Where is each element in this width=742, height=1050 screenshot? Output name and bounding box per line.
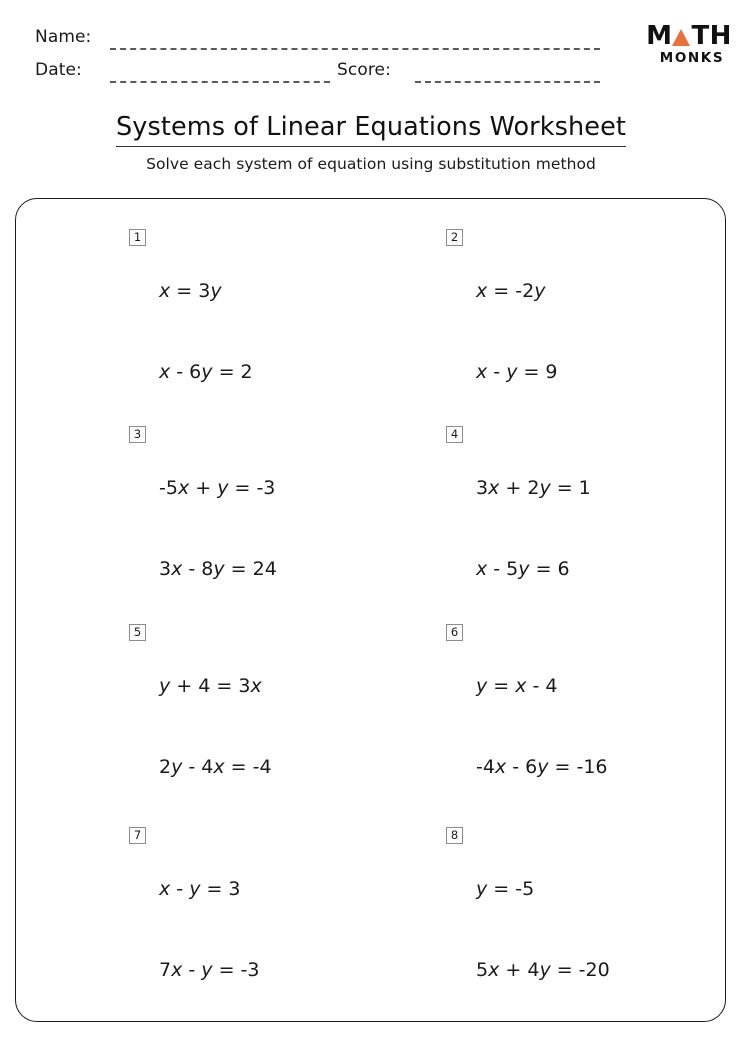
equation-line: x - 5y = 6 xyxy=(476,558,570,580)
problems-panel xyxy=(15,198,726,1022)
date-label: Date: xyxy=(35,60,82,80)
title-block xyxy=(0,112,742,173)
problem-number: 6 xyxy=(446,624,463,641)
equation-line: x - y = 9 xyxy=(476,361,558,383)
equation-line: -4x - 6y = -16 xyxy=(476,756,608,778)
logo-letters-th: TH xyxy=(691,21,732,51)
equation-line: x - y = 3 xyxy=(159,878,241,900)
problem-item[interactable] xyxy=(446,619,608,835)
score-input-line[interactable] xyxy=(415,81,600,83)
problem-item[interactable] xyxy=(129,822,259,1038)
problem-equations xyxy=(476,822,610,1038)
logo-letter-m: M xyxy=(646,21,673,51)
problem-equations xyxy=(159,619,272,835)
equation-line: y = x - 4 xyxy=(476,675,558,697)
problem-item[interactable] xyxy=(129,421,277,637)
problem-item[interactable] xyxy=(446,421,591,637)
page-title: Systems of Linear Equations Worksheet xyxy=(116,112,626,147)
logo-wordmark xyxy=(643,22,735,50)
name-label: Name: xyxy=(35,27,92,47)
score-label: Score: xyxy=(337,60,391,80)
problem-item[interactable] xyxy=(129,619,272,835)
problems-grid xyxy=(16,199,727,1023)
equation-line: y + 4 = 3x xyxy=(159,675,262,697)
equation-line: 3x + 2y = 1 xyxy=(476,477,591,499)
problem-item[interactable] xyxy=(129,224,253,440)
equation-line: 7x - y = -3 xyxy=(159,959,260,981)
page-subtitle: Solve each system of equation using substitution method xyxy=(146,155,596,173)
problem-item[interactable] xyxy=(446,224,558,440)
equation-line: 3x - 8y = 24 xyxy=(159,558,277,580)
worksheet-header xyxy=(0,0,742,100)
problem-equations xyxy=(476,224,558,440)
problem-number: 7 xyxy=(129,827,146,844)
equation-line: x = 3y xyxy=(159,280,222,302)
problem-equations xyxy=(159,421,277,637)
problem-number: 4 xyxy=(446,426,463,443)
problem-item[interactable] xyxy=(446,822,610,1038)
equation-line: x = -2y xyxy=(476,280,546,302)
problem-number: 1 xyxy=(129,229,146,246)
date-input-line[interactable] xyxy=(110,81,330,83)
equation-line: y = -5 xyxy=(476,878,535,900)
math-monks-logo xyxy=(643,22,735,74)
problem-number: 8 xyxy=(446,827,463,844)
problem-number: 2 xyxy=(446,229,463,246)
problem-equations xyxy=(476,619,608,835)
logo-subtext: MONKS xyxy=(659,50,725,66)
problem-equations xyxy=(476,421,591,637)
name-input-line[interactable] xyxy=(110,48,600,50)
problem-number: 5 xyxy=(129,624,146,641)
problem-equations xyxy=(159,822,259,1038)
equation-line: -5x + y = -3 xyxy=(159,477,276,499)
equation-line: 2y - 4x = -4 xyxy=(159,756,272,778)
problem-equations xyxy=(159,224,253,440)
problem-number: 3 xyxy=(129,426,146,443)
equation-line: x - 6y = 2 xyxy=(159,361,253,383)
triangle-icon xyxy=(672,24,691,50)
equation-line: 5x + 4y = -20 xyxy=(476,959,610,981)
